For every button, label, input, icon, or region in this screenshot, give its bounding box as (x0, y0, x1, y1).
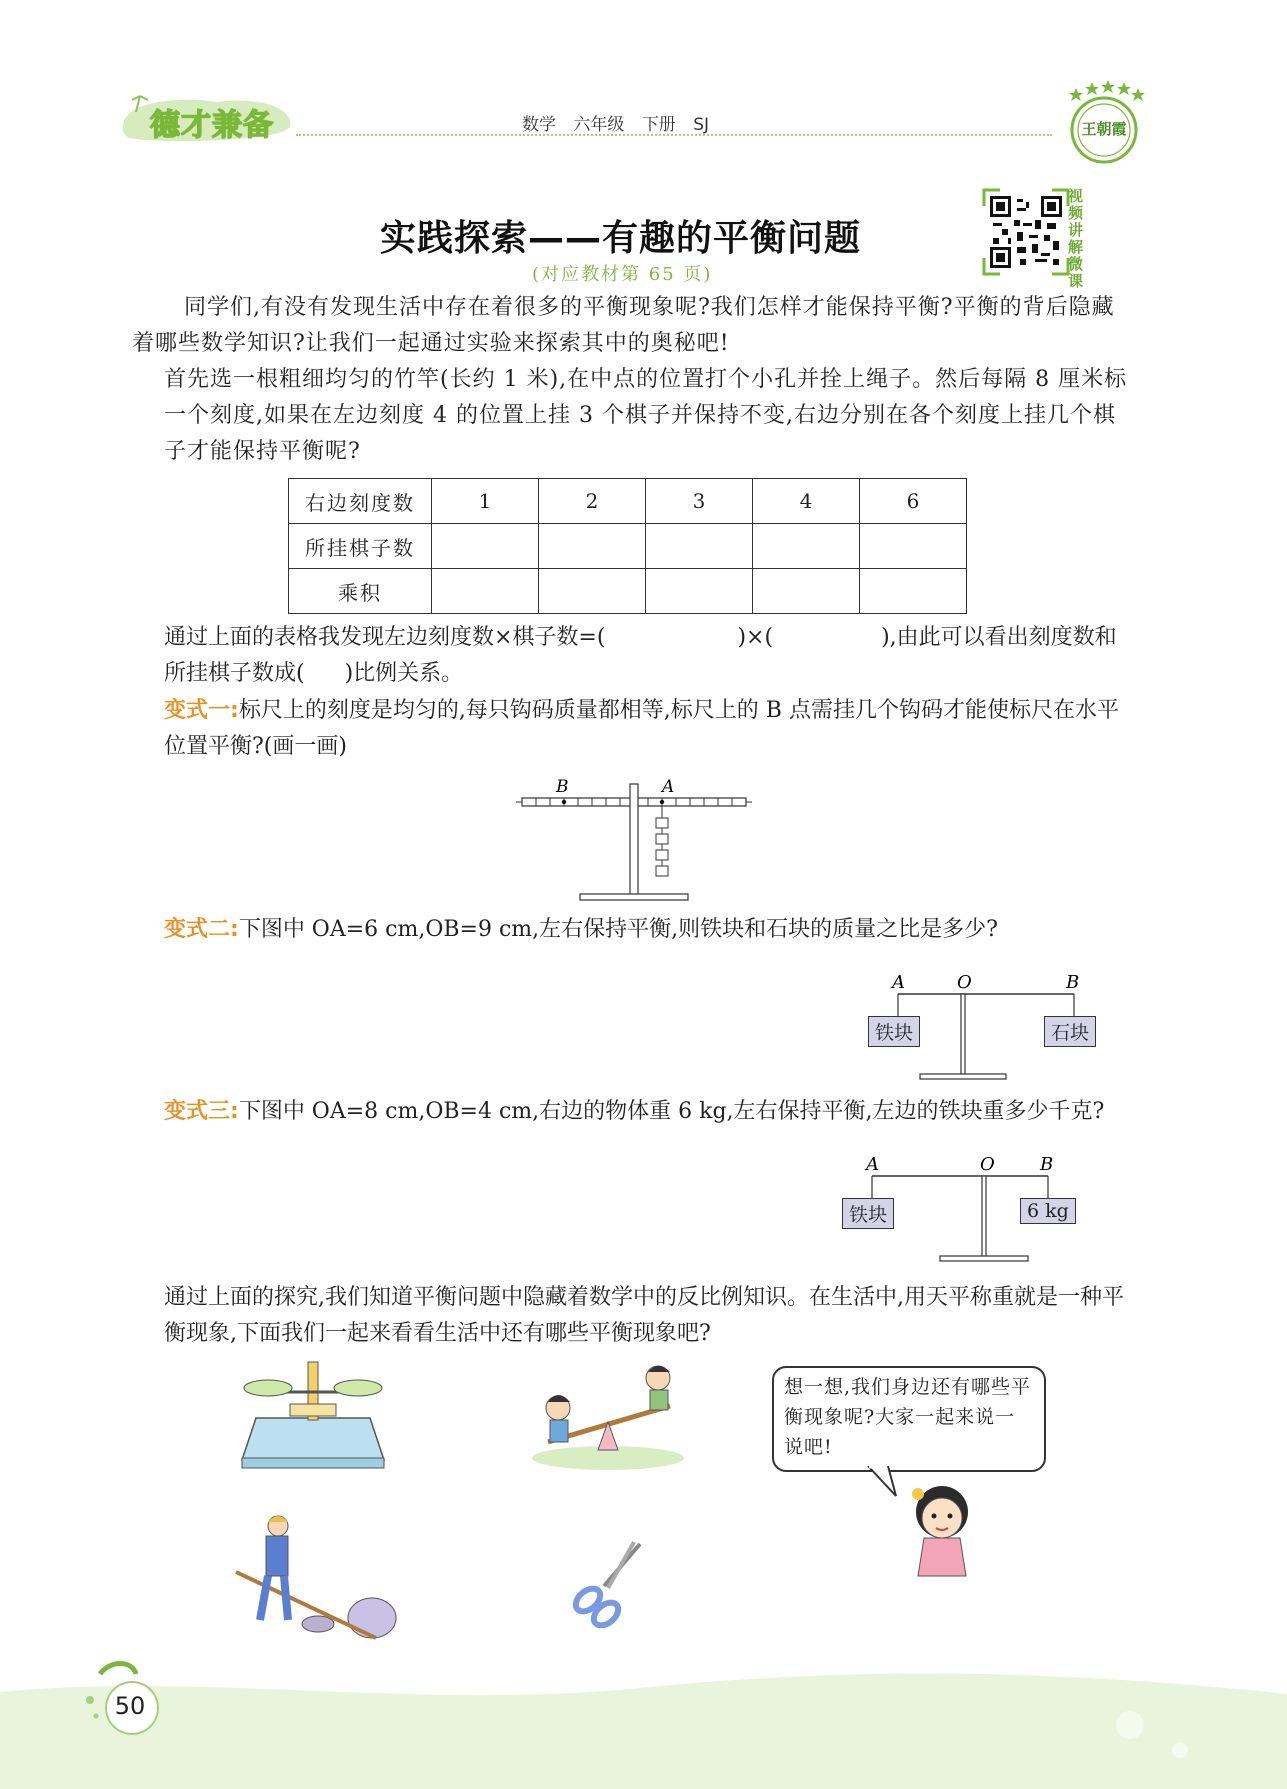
girl-character-illustration (898, 1476, 988, 1580)
table-answer-cell[interactable] (753, 524, 860, 569)
variant3-question (164, 1094, 1128, 1130)
table-cell: 2 (539, 479, 646, 524)
page-number: 50 (114, 1692, 146, 1720)
scissors-illustration (568, 1540, 646, 1628)
table-row (289, 524, 967, 569)
variant2-question (164, 912, 1128, 948)
stone-block-box: 石块 (1044, 1016, 1096, 1047)
table-answer-cell[interactable] (432, 569, 539, 614)
iron-block-box: 铁块 (868, 1016, 920, 1047)
point-b-label: B (1066, 972, 1080, 993)
point-b-label: B (556, 777, 569, 797)
table-cell: 1 (432, 479, 539, 524)
variant2-label: 变式二: (164, 917, 239, 942)
intro-paragraph: 同学们,有没有发现生活中存在着很多的平衡现象呢?我们怎样才能保持平衡?平衡的背后隐藏着哪些数学知识?让我们一起通过实验来探索其中的奥秘吧! (132, 295, 1115, 356)
table-row-label: 乘积 (289, 569, 432, 614)
seal-emblem (1062, 78, 1146, 172)
variant1-label: 变式一: (164, 698, 239, 723)
table-row (289, 569, 967, 614)
table-answer-cell[interactable] (539, 569, 646, 614)
header-volume: 下册 (641, 115, 676, 135)
data-table (288, 478, 967, 614)
setup-paragraph: 首先选一根粗细均匀的竹竿(长约 1 米),在中点的位置打个小孔并拴上绳子。然后每隔 8 厘米标一个刻度,如果在左边刻度 4 的位置上挂 3 个棋子并保持不变,右边分别在各个刻度上挂几个棋子才能保持平衡呢? (164, 367, 1128, 464)
table-answer-cell[interactable] (646, 524, 753, 569)
page-title: 实践探索——有趣的平衡问题 (380, 218, 862, 259)
point-a-label: A (866, 1154, 879, 1175)
table-row-label: 右边刻度数 (289, 479, 432, 524)
table-answer-cell[interactable] (539, 524, 646, 569)
qr-code-icon[interactable] (990, 196, 1062, 268)
seesaw-kids-illustration (528, 1362, 688, 1472)
brand-logo-text: 德才兼备 (150, 108, 274, 143)
table-answer-cell[interactable] (753, 569, 860, 614)
lever-worker-illustration (228, 1514, 406, 1640)
conclusion-paragraph: 通过上面的探究,我们知道平衡问题中隐藏着数学中的反比例知识。在生活中,用天平称重就是一种平衡现象,下面我们一起来看看生活中还有哪些平衡现象吧? (164, 1285, 1124, 1346)
table-answer-cell[interactable] (432, 524, 539, 569)
video-lesson-label: 视频讲解微课 (1068, 187, 1084, 290)
table-row (289, 479, 967, 524)
table-answer-cell[interactable] (860, 524, 967, 569)
variant2-text: 下图中 OA=6 cm,OB=9 cm,左右保持平衡,则铁块和石块的质量之比是多少? (238, 917, 998, 942)
finding-text-4: )比例关系。 (344, 661, 464, 686)
header-edition: SJ (693, 115, 710, 135)
header-subject: 数学 (522, 115, 556, 135)
header-grade: 六年级 (573, 115, 625, 135)
variant1-text: 标尺上的刻度是均匀的,每只钩码质量都相等,标尺上的 B 点需挂几个钩码才能使标尺在水平位置平衡?(画一画) (164, 698, 1119, 759)
point-a-label: A (892, 972, 905, 993)
iron-block-box: 铁块 (842, 1198, 894, 1229)
weight-6kg-box: 6 kg (1020, 1198, 1076, 1224)
variant3-label: 变式三: (164, 1099, 239, 1124)
page-subtitle: (对应教材第 65 页) (532, 264, 713, 285)
balance-scale-illustration (238, 1352, 388, 1474)
table-row-label: 所挂棋子数 (289, 524, 432, 569)
point-a-label: A (662, 777, 675, 797)
table-cell: 3 (646, 479, 753, 524)
lever-ruler-diagram[interactable] (516, 770, 752, 906)
finding-paragraph (164, 620, 1128, 692)
table-answer-cell[interactable] (646, 569, 753, 614)
speech-bubble-text: 想一想,我们身边还有哪些平衡现象呢?大家一起来说一说吧! (784, 1376, 1032, 1458)
point-o-label: O (957, 972, 972, 993)
finding-text-3: ),由此可以看出刻度数和所挂棋子数成( (164, 625, 1117, 686)
table-cell: 6 (860, 479, 967, 524)
finding-text-2: )×( (737, 625, 774, 650)
finding-text-1: 通过上面的表格我发现左边刻度数×棋子数=( (164, 625, 606, 650)
point-o-label: O (980, 1154, 995, 1175)
table-cell: 4 (753, 479, 860, 524)
variant3-text: 下图中 OA=8 cm,OB=4 cm,右边的物体重 6 kg,左右保持平衡,左边的铁块重多少千克? (238, 1099, 1105, 1124)
seal-text: 王朝霞 (1081, 120, 1127, 138)
header-meta (522, 110, 709, 135)
table-answer-cell[interactable] (860, 569, 967, 614)
point-b-label: B (1040, 1154, 1054, 1175)
variant1-question (164, 693, 1128, 765)
footer-wave (0, 1670, 1287, 1789)
